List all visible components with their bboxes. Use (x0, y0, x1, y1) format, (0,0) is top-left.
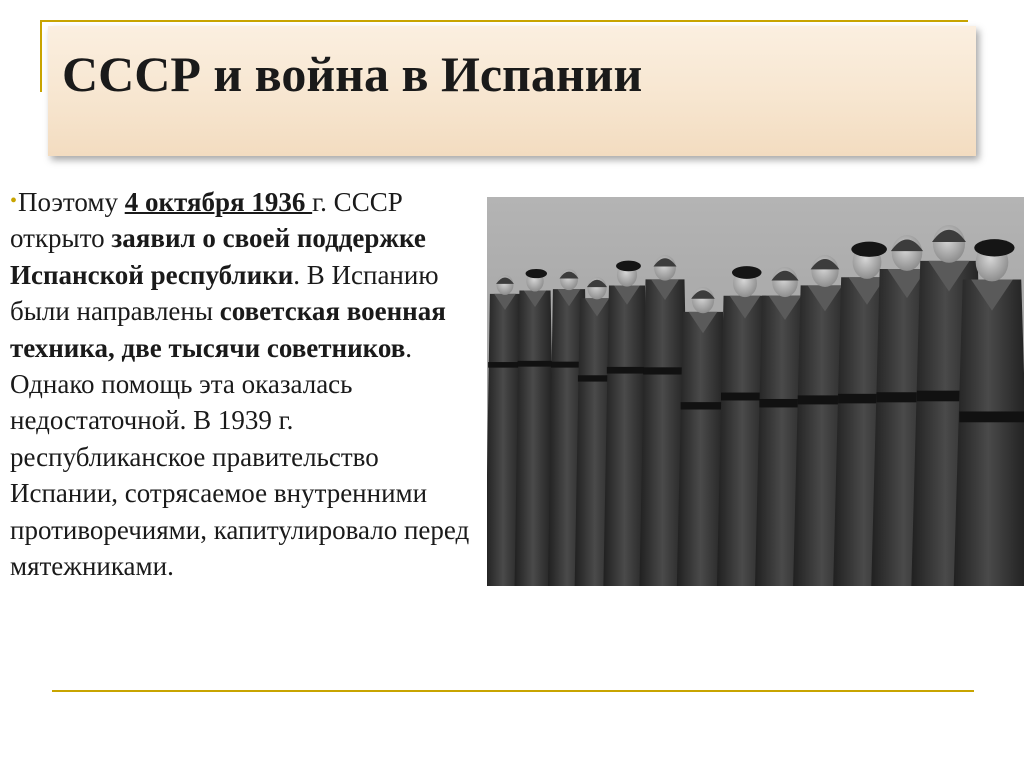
historical-photo (487, 197, 1024, 586)
bullet-icon: • (10, 190, 18, 212)
slide-title: СССР и война в Испании (62, 46, 643, 102)
body-text-3: . В Испанию были направлены (10, 259, 439, 327)
bold-statement-2: советская военная техника, две тысячи советников (10, 296, 446, 363)
date-highlight: 4 октября 1936 (124, 187, 313, 217)
body-text-1: Поэтому (18, 187, 125, 217)
photo-figure (954, 239, 1024, 586)
left-gold-rule (40, 20, 42, 92)
bold-statement-1: заявил о своей поддержке Испанской республики (10, 223, 426, 290)
body-text-4: . Однако помощь эта оказалась недостаточной. В 1939 г. республиканское правительство Испании, сотрясаемое внутренними противоречиями, капитулировало перед мятежниками. (10, 332, 470, 582)
top-gold-rule (40, 20, 968, 22)
body-text-2: г. СССР открыто (10, 187, 403, 254)
bottom-gold-rule (52, 690, 974, 692)
body-paragraph (10, 183, 488, 584)
